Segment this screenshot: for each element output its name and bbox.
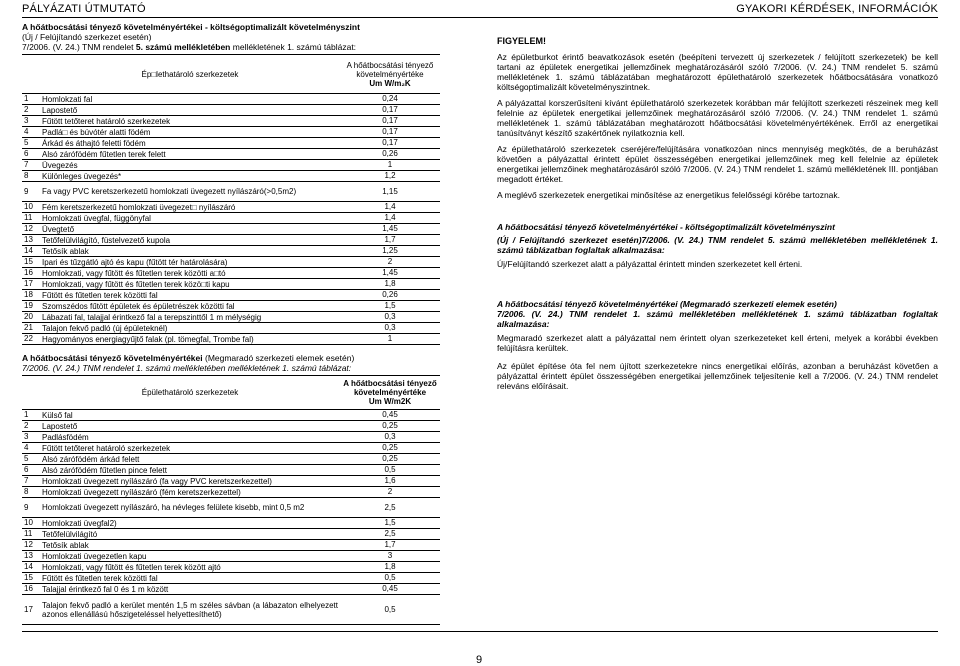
row-number: 3: [24, 432, 29, 441]
structure-name: Talajon fekvő padló a kerület mentén 1,5 m széles sávban (a lábazaton elhelyezett azonos ellenállású hőszigeteléssel helyettesíthető): [42, 600, 338, 619]
structure-name: Üvegtető: [42, 224, 75, 234]
table2-reference: 7/2006. (V. 24.) TNM rendelet 1. számú mellékletében mellékletének 1. számú táblázat:: [22, 363, 352, 373]
table-row: [22, 213, 440, 224]
header-section-title: GYAKORI KÉRDÉSEK, INFORMÁCIÓK: [736, 3, 938, 15]
table1-header: [22, 55, 440, 94]
structure-name: Fűtött tetőteret határoló szerkezetek: [42, 116, 171, 126]
row-number: 3: [24, 116, 29, 125]
table-row: [22, 487, 440, 498]
notice-paragraph-3: Az épülethatároló szerkezetek cseréjére/felújítására vonatkozóan nincs mennyiség megkötés, de a beruházást követően a pályázattal érintett épület összességében energetikai jellemzőinek meg kell felelnie az épületek energetikai jellemzőinek meghatározásáról szóló 7/2006. (V. 24.) TNM rendelet 1. számú mellékletének III. pontjában megadott értéket.: [497, 144, 938, 184]
row-number: 6: [24, 149, 29, 158]
table-row: [22, 573, 440, 584]
header-divider: [22, 17, 938, 18]
structure-name: Tetősík ablak: [42, 246, 89, 256]
structure-name: Fém keretszerkezetű homlokzati üvegezet□ nyílászáró: [42, 202, 236, 212]
row-number: 9: [24, 502, 29, 512]
table2-col-structure: Épülethatároló szerkezetek: [141, 388, 239, 397]
row-number: 14: [24, 246, 33, 255]
u-value: 1,7: [384, 540, 396, 549]
table-row: [22, 127, 440, 138]
u-value: 0,45: [382, 410, 398, 419]
table-row: [22, 551, 440, 562]
table-row: [22, 410, 440, 421]
u-value: 0,26: [382, 290, 398, 299]
u-value: 0,5: [384, 604, 396, 614]
structure-name: Lapostető: [42, 105, 78, 115]
header-program-title: PÁLYÁZATI ÚTMUTATÓ: [22, 3, 146, 15]
structure-name: Padlásfödém: [42, 432, 89, 442]
right-column: [497, 22, 938, 391]
table-row: [22, 138, 440, 149]
structure-name: Talajon fekvő padló (új épületeknél): [42, 323, 168, 333]
table2: [22, 375, 440, 625]
structure-name: Tetőfelülvilágító, füstelvezető kupola: [42, 235, 171, 245]
table-row: [22, 257, 440, 268]
table-row: [22, 116, 440, 127]
table-row: [22, 224, 440, 235]
row-number: 19: [24, 301, 33, 310]
table-row: [22, 94, 440, 105]
u-value: 0,25: [382, 454, 398, 463]
row-number: 2: [24, 105, 29, 114]
u-value: 0,3: [384, 323, 396, 332]
structure-name: Lábazati fal, talajjal érintkező fal a terepszinttől 1 m mélységig: [42, 312, 262, 322]
table-row: [22, 465, 440, 476]
u-value: 0,25: [382, 421, 398, 430]
table-row: [22, 518, 440, 529]
structure-name: Szomszédos fűtött épületek és épületrészek közötti fal: [42, 301, 235, 311]
u-value: 1,5: [384, 518, 396, 527]
u-value: 0,25: [382, 443, 398, 452]
row-number: 4: [24, 443, 29, 452]
row-number: 14: [24, 562, 33, 571]
notice-paragraph-1: Az épületburkot érintő beavatkozások esetén (beépíteni tervezett új szerkezetek / felújított szerkezetek) be kell tartani az épületek energetikai jellemzőinek meghatározásáról szóló 7/2006. (V. 24.) TNM rendelet 5. számú mellékletének 1. számú táblázatában meghatározott épülethatároló szerkezetek hőátbocsátására vonatkozó költségoptimalizált követelményszintnek.: [497, 52, 938, 92]
structure-name: Tetősík ablak: [42, 540, 89, 550]
table-row: [22, 454, 440, 465]
table-row: [22, 105, 440, 116]
u-value: 0,17: [382, 116, 398, 125]
row-number: 13: [24, 551, 33, 560]
section2-title: A hőátbocsátási tényező követelményértékei (Megmaradó szerkezeti elemek esetén): [497, 299, 837, 309]
table-row: [22, 421, 440, 432]
row-number: 4: [24, 127, 29, 136]
table-row: [22, 334, 440, 345]
u-value: 0,17: [382, 138, 398, 147]
left-column: [22, 22, 440, 625]
table-row: [22, 235, 440, 246]
table2-header: [22, 376, 440, 410]
u-value: 1,15: [382, 186, 398, 196]
row-number: 16: [24, 584, 33, 593]
u-value: 1,5: [384, 301, 396, 310]
row-number: 22: [24, 334, 33, 343]
u-value: 1: [387, 334, 393, 343]
u-value: 1,45: [382, 224, 398, 233]
row-number: 15: [24, 257, 33, 266]
row-number: 11: [24, 529, 33, 538]
structure-name: Homlokzati, vagy fűtött és fűtetlen terek közö□ti kapu: [42, 279, 230, 289]
u-value: 0,45: [382, 584, 398, 593]
row-number: 20: [24, 312, 33, 321]
u-value: 1,7: [384, 235, 396, 244]
table-row: [22, 149, 440, 160]
notice-paragraph-4: A meglévő szerkezetek energetikai minősítése az energetikus felelősségi körébe tartoznak.: [497, 190, 841, 200]
u-value: 1,25: [382, 246, 398, 255]
row-number: 13: [24, 235, 33, 244]
structure-name: Alsó zárófödém fűtetlen terek felett: [42, 149, 166, 159]
u-value: 2: [387, 487, 393, 496]
section1-text: Új/Felújítandó szerkezet alatt a pályázattal érintett minden szerkezetet kell érteni.: [497, 259, 803, 269]
structure-name: Fűtött és fűtetlen terek közötti fal: [42, 290, 158, 300]
row-number: 1: [24, 410, 29, 419]
u-value: 2,5: [384, 502, 396, 512]
notice-paragraph-2: A pályázattal korszerűsíteni kívánt épülethatároló szerkezetek korábban már felújított szerkezeti részeinek meg kell felelnie az épületek energetikai jellemzőinek meghatározásáról szóló 7/2006. (V. 24.) TNM rendelet 1. számú mellékletének 1. számú táblázatában meghatározott hőátbocsátási követelményértékének. Erről az energetikai tanúsítványt készítő szakértőnek nyilatkoznia kell.: [497, 98, 938, 138]
row-number: 2: [24, 421, 29, 430]
row-number: 10: [24, 518, 33, 527]
notice-heading: FIGYELEM!: [497, 36, 546, 46]
table1-col-structure: Ép□lethatároló szerkezetek: [141, 69, 239, 79]
u-value: 1,45: [382, 268, 398, 277]
table1-subtitle: (Új / Felújítandó szerkezet esetén): [22, 32, 152, 42]
u-value: 0,17: [382, 127, 398, 136]
structure-name: Üvegezés: [42, 160, 78, 170]
u-value: 0,3: [384, 312, 396, 321]
section2-paragraph-2: Az épület építése óta fel nem újított szerkezetekre nincs energetikai előírás, azonban a beruházást követően a pályázattal érintett épület összességében energetikai jellemzőinek teljesítenie kell a 7/2006. (V. 24.) TNM rendelet releváns előírásait.: [497, 361, 938, 391]
table-row: [22, 290, 440, 301]
row-number: 10: [24, 202, 33, 211]
row-number: 15: [24, 573, 33, 582]
table-row: [22, 498, 440, 518]
structure-name: Tetőfelülvilágító: [42, 529, 98, 539]
row-number: 17: [24, 279, 33, 288]
structure-name: Homlokzati üvegfal2): [42, 518, 117, 528]
table1: [22, 54, 440, 345]
u-value: 1,6: [384, 476, 396, 485]
table-row: [22, 312, 440, 323]
table2-col-value: A hőátbocsátási tényező követelményértéke Um W/m2K: [343, 379, 437, 406]
table-row: [22, 268, 440, 279]
u-value: 3: [387, 551, 393, 560]
u-value: 0,24: [382, 94, 398, 103]
u-value: 1,8: [384, 279, 396, 288]
section2-paragraph-1: Megmaradó szerkezet alatt a pályázattal nem érintett olyan szerkezeteket kell érteni, melyek a korábbi években felújításra kerültek.: [497, 333, 938, 353]
row-number: 17: [24, 604, 33, 614]
u-value: 2,5: [384, 529, 396, 538]
structure-name: Homlokzati, vagy fűtött és fűtetlen terek közötti a□tó: [42, 268, 226, 278]
section2-subtitle: 7/2006. (V. 24.) TNM rendelet 1. számú mellékletében mellékletének 1. számú táblázatban foglaltak alkalmazása:: [497, 309, 938, 329]
u-value: 0,5: [384, 573, 396, 582]
structure-name: Külső fal: [42, 410, 73, 420]
table-row: [22, 171, 440, 182]
table-row: [22, 246, 440, 257]
u-value: 0,26: [382, 149, 398, 158]
structure-name: Különleges üvegezés*: [42, 171, 122, 181]
row-number: 8: [24, 171, 29, 180]
structure-name: Padlá□ és búvótér alatti födém: [42, 127, 151, 137]
table-row: [22, 279, 440, 290]
table-row: [22, 182, 440, 202]
table-row: [22, 562, 440, 573]
table2-title: A hőátbocsátási tényező követelményértékei (Megmaradó szerkezeti elemek esetén): [22, 353, 355, 363]
u-value: 0,17: [382, 105, 398, 114]
row-number: 21: [24, 323, 33, 332]
table-row: [22, 160, 440, 171]
structure-name: Alsó zárófödém fűtetlen pince felett: [42, 465, 167, 475]
structure-name: Homlokzati üvegezett nyílászáró, ha névleges felülete kisebb, mint 0,5 m2: [42, 503, 305, 512]
table-row: [22, 202, 440, 213]
table-row: [22, 529, 440, 540]
footer-divider: [22, 631, 938, 632]
table-row: [22, 432, 440, 443]
table-row: [22, 584, 440, 595]
table-row: [22, 323, 440, 334]
row-number: 8: [24, 487, 29, 496]
table-row: [22, 540, 440, 551]
u-value: 2: [387, 257, 393, 266]
row-number: 6: [24, 465, 29, 474]
u-value: 1: [387, 160, 393, 169]
table-row: [22, 476, 440, 487]
table1-col-value: A hőátbocsátási tényező követelményértéke Um W/m₂K: [346, 60, 434, 88]
table1-title: A hőátbocsátási tényező követelményértékei - költségoptimalizált követelményszint: [22, 22, 360, 32]
structure-name: Alsó zárófödém árkád felett: [42, 454, 140, 464]
structure-name: Fűtött és fűtetlen terek közötti fal: [42, 573, 158, 583]
table-row: [22, 595, 440, 625]
structure-name: Homlokzati üvegfal, függönyfal: [42, 213, 151, 223]
structure-name: Homlokzati üvegezett nyílászáró (fém keretszerkezettel): [42, 487, 241, 497]
structure-name: Ipari és tűzgátló ajtó és kapu (fűtött tér határolására): [42, 257, 228, 267]
u-value: 0,5: [384, 465, 396, 474]
table-row: [22, 443, 440, 454]
section1-title: A hőátbocsátási tényező követelményértékei - költségoptimalizált követelményszint: [497, 222, 835, 232]
row-number: 16: [24, 268, 33, 277]
row-number: 7: [24, 476, 29, 485]
row-number: 18: [24, 290, 33, 299]
structure-name: Homlokzati üvegezetlen kapu: [42, 551, 147, 561]
structure-name: Hagyományos energiagyűjtő falak (pl. tömegfal, Trombe fal): [42, 334, 254, 344]
structure-name: Lapostető: [42, 421, 78, 431]
table-row: [22, 301, 440, 312]
table1-reference: 7/2006. (V. 24.) TNM rendelet 5. számú mellékletében mellékletének 1. számú táblázat:: [22, 42, 357, 52]
row-number: 12: [24, 224, 33, 233]
structure-name: Fa vagy PVC keretszerkezetű homlokzati üvegezett nyílászáró(>0,5m2): [42, 187, 297, 196]
row-number: 9: [24, 186, 29, 196]
structure-name: Fűtött tetőteret határoló szerkezetek: [42, 443, 171, 453]
u-value: 1,4: [384, 202, 396, 211]
row-number: 5: [24, 454, 29, 463]
u-value: 1,8: [384, 562, 396, 571]
u-value: 0,3: [384, 432, 396, 441]
structure-name: Árkád és áthajtó feletti födém: [42, 138, 146, 148]
structure-name: Homlokzati, vagy fűtött és fűtetlen terek között ajtó: [42, 562, 221, 572]
row-number: 11: [24, 213, 33, 222]
u-value: 1,2: [384, 171, 396, 180]
page-number: 9: [476, 654, 483, 666]
u-value: 1,4: [384, 213, 396, 222]
structure-name: Talajjal érintkező fal 0 és 1 m között: [42, 584, 169, 594]
row-number: 1: [24, 94, 29, 103]
structure-name: Homlokzati üvegezett nyílászáró (fa vagy PVC keretszerkezettel): [42, 476, 272, 486]
structure-name: Homlokzati fal: [42, 94, 93, 104]
section1-subtitle: (Új / Felújítandó szerkezet esetén)7/2006. (V. 24.) TNM rendelet 5. számú mellékletében mellékletének 1. számú táblázatban foglaltak alkalmazása:: [497, 235, 938, 255]
row-number: 7: [24, 160, 29, 169]
row-number: 5: [24, 138, 29, 147]
row-number: 12: [24, 540, 33, 549]
